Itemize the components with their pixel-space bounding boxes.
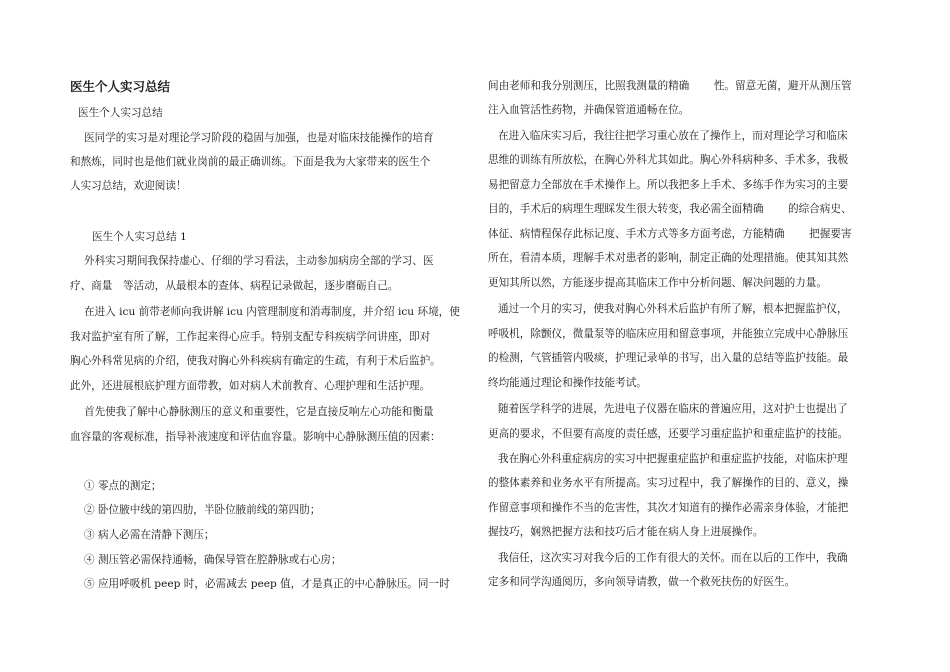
factor-item: ① 零点的测定； <box>84 480 162 492</box>
paragraph-line: 注入血管活性药物，并确保管道通畅在位。 <box>488 104 690 116</box>
paragraph-line: 定多和同学沟通阅历，多向领导请教，做一个救死扶伤的好医生。 <box>488 576 796 588</box>
factor-item: ⑤ 应用呼吸机 peep 时，必需减去 peep 值，才是真正的中心静脉压。同一时 <box>84 578 450 590</box>
paragraph-line: 目的，手术后的病理生理睬发生很大转变，我必需全面精确 的综合病史、 <box>488 203 852 215</box>
paragraph-line: 胸心外科常见病的介绍，使我对胸心外科疾病有确定的生疏，有利于术后监护。 <box>70 355 441 367</box>
paragraph-line: 在进入 icu 前带老师向我讲解 icu 内管理制度和消毒制度，并介绍 icu 环境，使 <box>84 306 460 318</box>
paragraph-line: 我在胸心外科重症病房的实习中把握重症监护和重症监护技能，对临床护理 <box>498 453 848 465</box>
paragraph-line: 外科实习期间我保持虚心、仔细的学习看法，主动参加病房全部的学习、医 <box>84 255 434 267</box>
paragraph-line: 终均能通过理论和操作技能考试。 <box>488 377 647 389</box>
paragraph-line: 的整体素养和业务水平有所提高。实习过程中，我了解操作的目的、意义，操 <box>488 477 849 489</box>
paragraph-line: 体征、病情程保存此标记度、手术方式等多方面考虑，方能精确 把握要害 <box>488 228 852 240</box>
paragraph-line: 在进入临床实习后，我往往把学习重心放在了操作上，而对理论学习和临床 <box>498 130 848 142</box>
document-subtitle: 医生个人实习总结 <box>78 107 163 119</box>
intro-line: 医同学的实习是对理论学习阶段的稳固与加强，也是对临床技能操作的培育 <box>84 132 434 144</box>
paragraph-line: 呼吸机，除颤仪，微量泵等的临床应用和留意事项，并能独立完成中心静脉压 <box>488 328 849 340</box>
document-title: 医生个人实习总结 <box>70 79 171 94</box>
section-heading: 医生个人实习总结 1 <box>92 231 187 243</box>
factor-item: ③ 病人必需在清静下测压； <box>84 529 215 541</box>
paragraph-line: 的检测，气管插管内吸痰，护理记录单的书写，出入量的总结等监护技能。最 <box>488 352 849 364</box>
paragraph-line: 握技巧，娴熟把握方法和技巧后才能在病人身上进展操作。 <box>488 526 764 538</box>
paragraph-line: 血容量的客观标准，指导补液速度和评估血容量。影响中心静脉测压值的因素： <box>70 431 441 443</box>
paragraph-line: 我信任，这次实习对我今后的工作有很大的关怀。而在以后的工作中，我确 <box>498 552 848 564</box>
paragraph-line: 首先使我了解中心静脉测压的意义和重要性，它是直接反响左心功能和衡量 <box>84 406 434 418</box>
paragraph-line: 更知其所以然，方能逐步提高其临床工作中分析问题、解决问题的力量。 <box>488 277 827 289</box>
paragraph-line: 疗、商量 等活动，从最根本的查体、病程记录做起，逐步磨砺自己。 <box>70 280 399 292</box>
paragraph-line: 易把留意力全部放在手术操作上。所以我把多上手术、多练手作为实习的主要 <box>488 179 849 191</box>
paragraph-line: 我对监护室有所了解，工作起来得心应手。特别支配专科疾病学问讲座，即对 <box>70 331 431 343</box>
paragraph-line: 此外，还进展根底护理方面带教，如对病人术前教育、心理护理和生活护理。 <box>70 380 431 392</box>
paragraph-line: 作留意事项和操作不当的危害性，其次才知道有的操作必需亲身体验，才能把 <box>488 502 849 514</box>
factor-item: ④ 测压管必需保持通畅，确保导管在腔静脉或右心房； <box>84 554 342 566</box>
paragraph-line: 随着医学科学的进展，先进电子仪器在临床的普遍应用，这对护士也提出了 <box>498 403 848 415</box>
intro-line: 人实习总结，欢迎阅读！ <box>70 180 187 192</box>
paragraph-line: 思维的训练有所放松，在胸心外科尤其如此。胸心外科病种多、手术多，我极 <box>488 154 849 166</box>
paragraph-line: 所在，看清本质，理解手术对患者的影响，制定正确的处理措施。使其知其然 <box>488 252 849 264</box>
paragraph-line: 间由老师和我分别测压，比照我测量的精确 性。留意无菌，避开从测压管 <box>488 80 852 92</box>
intro-line: 和熬炼，同时也是他们就业岗前的最正确训练。下面是我为大家带来的医生个 <box>70 156 431 168</box>
paragraph-line: 更高的要求，不但要有高度的责任感，还要学习重症监护和重症监护的技能。 <box>488 428 849 440</box>
factor-item: ② 卧位腋中线的第四肋，半卧位腋前线的第四肋； <box>84 504 321 516</box>
paragraph-line: 通过一个月的实习，使我对胸心外科术后监护有所了解，根本把握监护仪， <box>498 303 848 315</box>
